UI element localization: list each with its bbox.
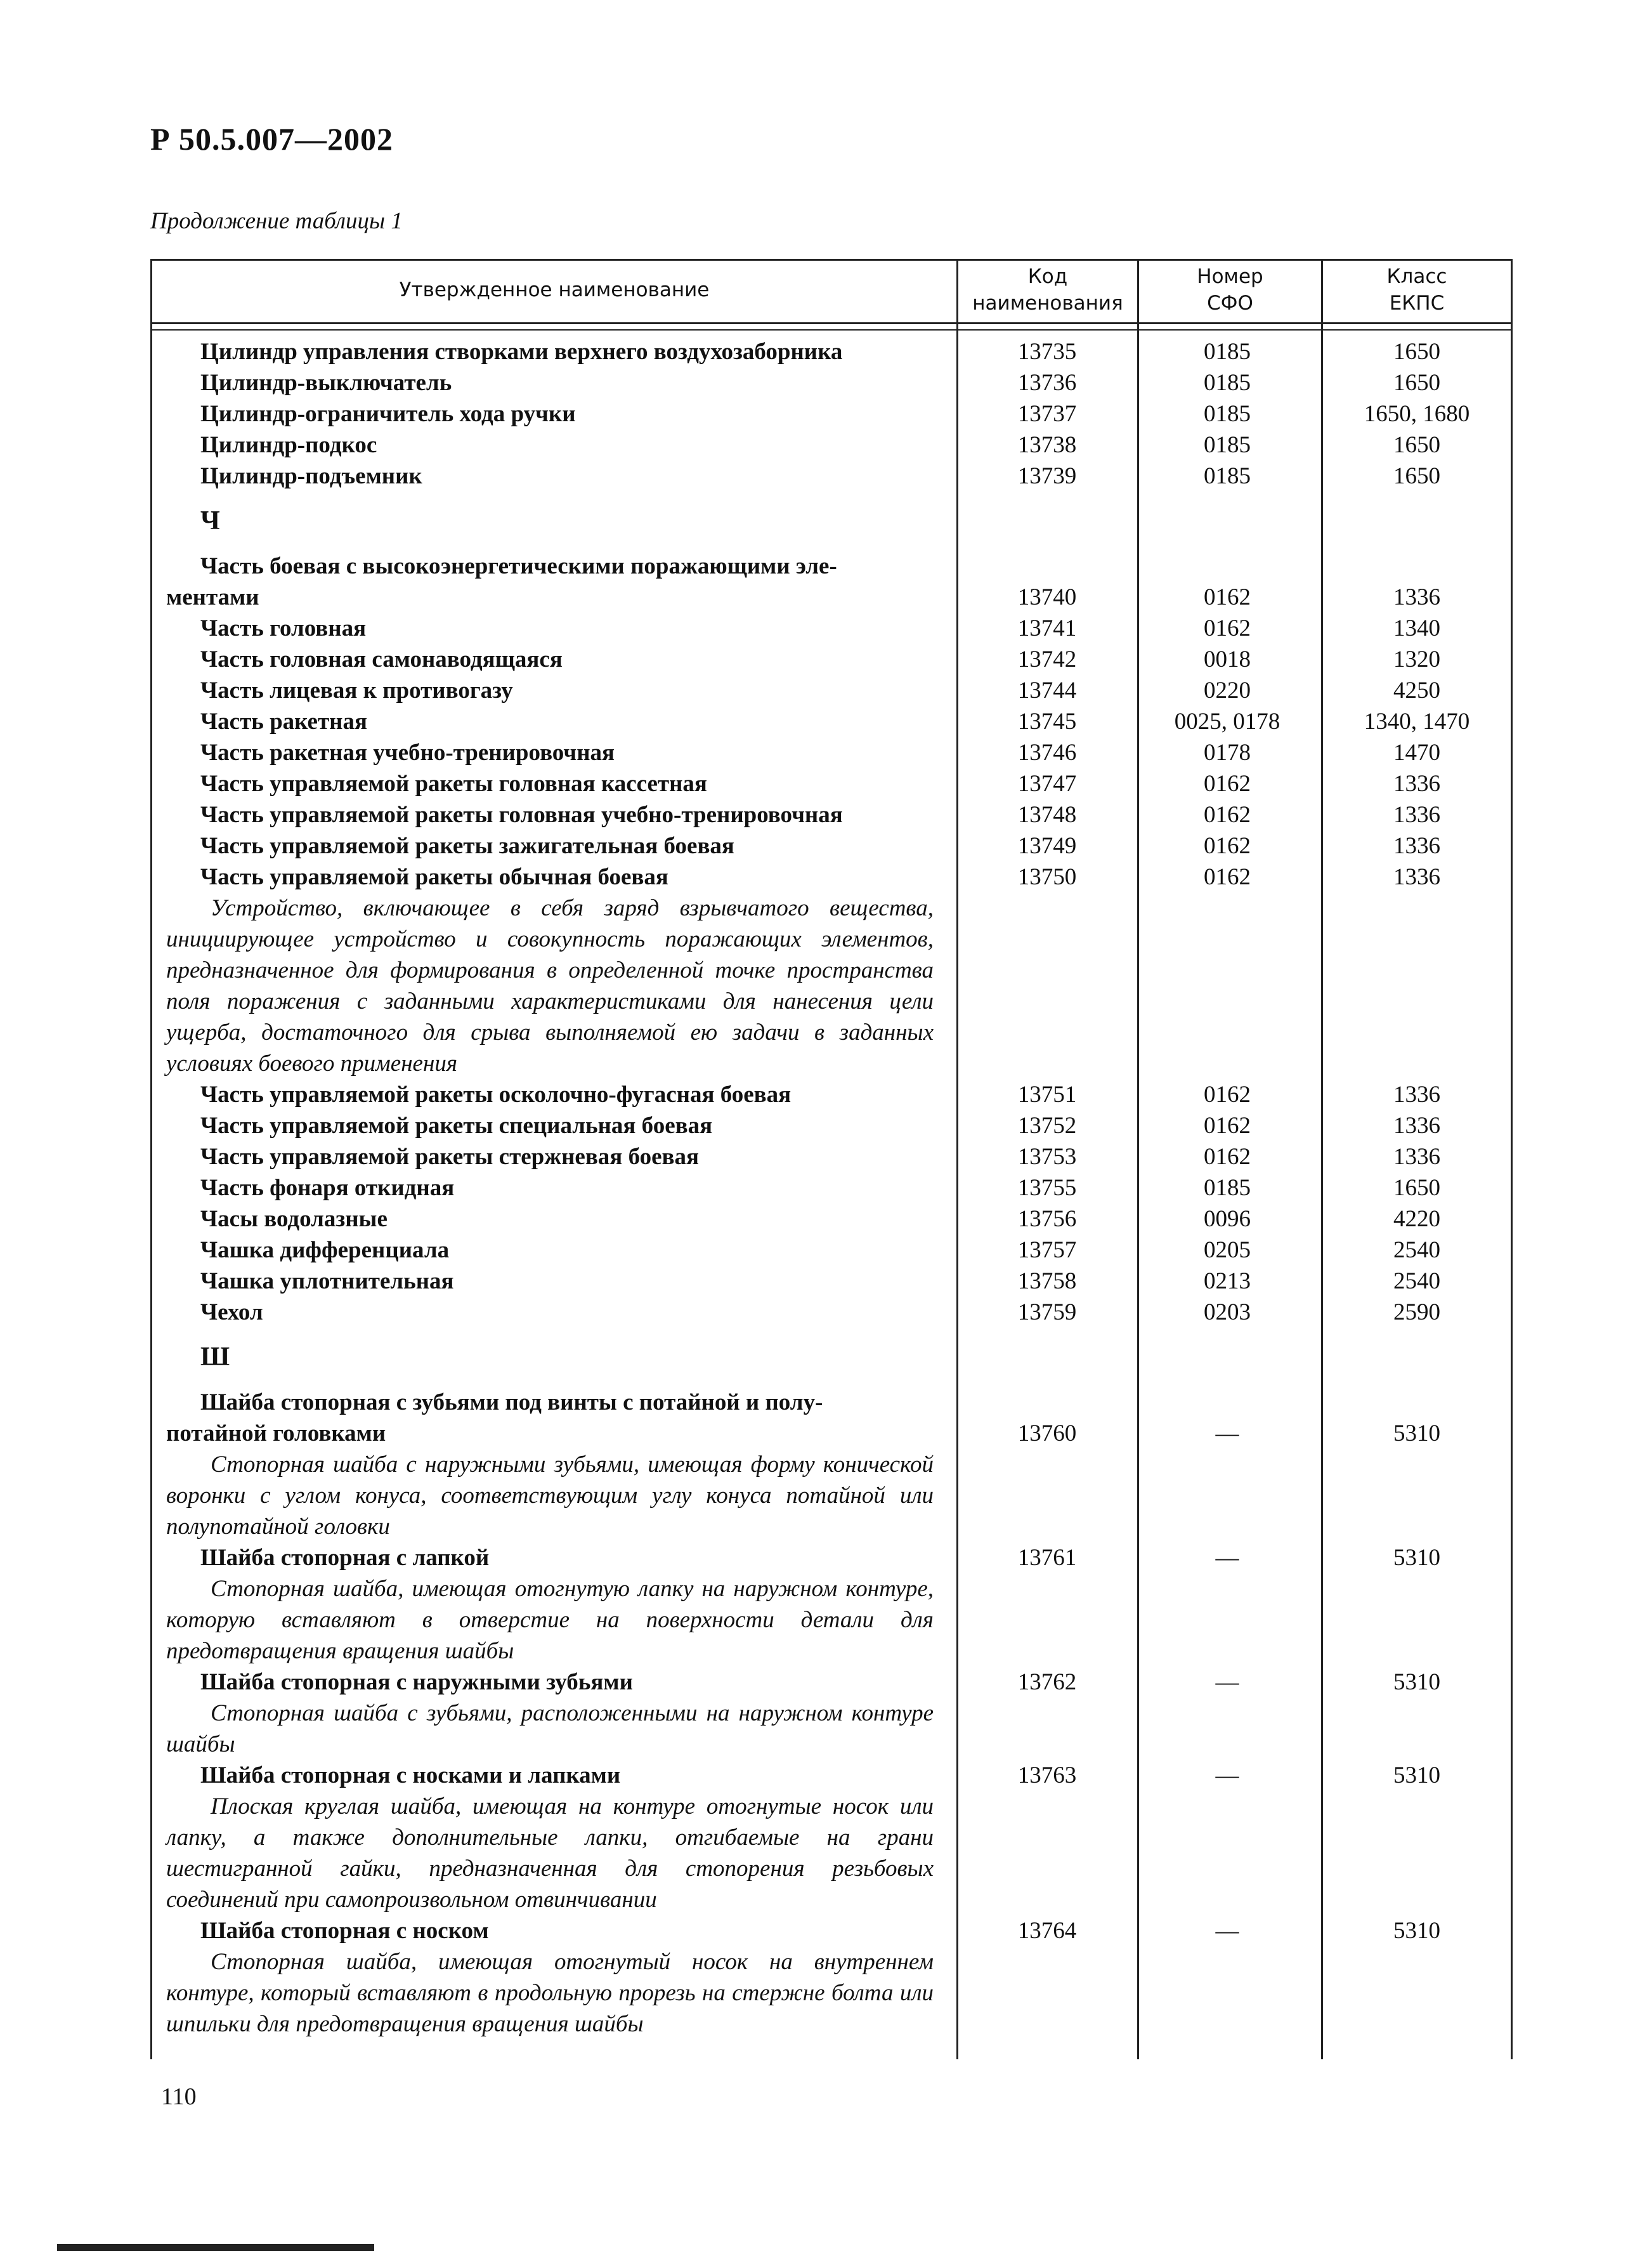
table-row — [0, 1141, 1642, 1172]
definition-row — [0, 1698, 1642, 1760]
letter-section-row — [0, 492, 1642, 551]
ekps-class: 5310 — [1393, 1918, 1440, 1944]
table-row — [0, 675, 1642, 706]
sfo-number: 0185 — [1204, 370, 1251, 396]
ekps-class: 1650 — [1393, 339, 1440, 365]
term-code: 13755 — [1017, 1175, 1077, 1201]
column-header-code — [958, 259, 1137, 322]
term-code: 13737 — [1017, 401, 1077, 427]
term-name: Чашка уплотнительная — [200, 1268, 454, 1294]
sfo-number: 0205 — [1204, 1237, 1251, 1263]
table-row — [0, 461, 1642, 492]
term-name: Часть фонаря откидная — [200, 1175, 455, 1201]
term-name: Цилиндр-ограничитель хода ручки — [200, 401, 576, 427]
sfo-number: 0185 — [1204, 401, 1251, 427]
ekps-class: 1340, 1470 — [1364, 709, 1470, 735]
term-name: Цилиндр управления створками верхнего воздухозаборника — [200, 339, 843, 365]
column-header-ekps-line1: Класс — [1386, 265, 1447, 289]
ekps-class: 2590 — [1393, 1299, 1440, 1325]
table-row — [0, 613, 1642, 644]
ekps-class: 1336 — [1393, 1082, 1440, 1108]
column-header-name — [152, 259, 956, 322]
term-definition: Стопорная шайба с зубьями, расположенными на наружном контуре шайбы — [166, 1700, 934, 1757]
term-name: Часть управляемой ракеты обычная боевая — [200, 864, 668, 890]
table-row — [0, 1172, 1642, 1203]
ekps-class: 5310 — [1393, 1669, 1440, 1695]
term-code: 13757 — [1017, 1237, 1077, 1263]
definition-row — [0, 1791, 1642, 1915]
table-row — [0, 706, 1642, 737]
term-code: 13739 — [1017, 463, 1077, 489]
term-code: 13763 — [1017, 1762, 1077, 1788]
column-header-code-line1: Код — [1027, 265, 1068, 289]
ekps-class: 1336 — [1393, 864, 1440, 890]
term-code: 13756 — [1017, 1206, 1077, 1232]
sfo-number: 0162 — [1204, 771, 1251, 797]
sfo-number: 0162 — [1204, 833, 1251, 859]
term-code: 13740 — [1017, 584, 1077, 610]
column-header-sfo — [1139, 259, 1321, 322]
table-row — [0, 1235, 1642, 1266]
table-row — [0, 429, 1642, 461]
page-number: 110 — [161, 2083, 197, 2110]
ekps-class: 5310 — [1393, 1545, 1440, 1571]
table-row — [0, 737, 1642, 768]
section-letter: Ч — [200, 506, 220, 535]
ekps-class: 1650 — [1393, 370, 1440, 396]
sfo-number: 0185 — [1204, 432, 1251, 458]
term-name-line1: Часть боевая с высокоэнергетическими поражающими эле- — [200, 553, 837, 579]
ekps-class: 5310 — [1393, 1762, 1440, 1788]
term-code: 13745 — [1017, 709, 1077, 735]
ekps-class: 1336 — [1393, 584, 1440, 610]
sfo-number: 0162 — [1204, 1113, 1251, 1139]
table-row — [0, 551, 1642, 613]
sfo-number: 0178 — [1204, 740, 1251, 766]
table-row — [0, 862, 1642, 893]
table-row — [0, 367, 1642, 398]
column-header-name-label: Утвержденное наименование — [399, 279, 710, 302]
term-name: Часть лицевая к противогазу — [200, 678, 513, 704]
letter-section-row — [0, 1328, 1642, 1387]
term-name: Часть управляемой ракеты стержневая боевая — [200, 1144, 699, 1170]
column-header-ekps — [1323, 259, 1511, 322]
table-row — [0, 1915, 1642, 1946]
term-definition: Устройство, включающее в себя заряд взрывчатого вещества, инициирующее устройство и совокупность поражающих элементов, предназначенное для формирования в определенной точке пространства поля поражения с заданными характеристиками для нанесения цели ущерба, достаточного для срыва выполняемой ею задачи в заданных условиях боевого применения — [166, 895, 934, 1077]
sfo-number: 0162 — [1204, 864, 1251, 890]
table-row — [0, 799, 1642, 830]
term-name: Часть управляемой ракеты зажигательная боевая — [200, 833, 734, 859]
table-row — [0, 336, 1642, 367]
term-name-line2: потайной головками — [166, 1420, 386, 1446]
sfo-number: 0096 — [1204, 1206, 1251, 1232]
sfo-number: 0185 — [1204, 1175, 1251, 1201]
term-code: 13760 — [1017, 1420, 1077, 1446]
ekps-class: 2540 — [1393, 1268, 1440, 1294]
term-name: Часть ракетная учебно-тренировочная — [200, 740, 615, 766]
ekps-class: 1320 — [1393, 646, 1440, 672]
header-rule-2 — [150, 329, 1513, 331]
term-code: 13761 — [1017, 1545, 1077, 1571]
table-row — [0, 644, 1642, 675]
ekps-class: 1336 — [1393, 1113, 1440, 1139]
sfo-number: — — [1215, 1762, 1239, 1788]
term-name: Часть головная — [200, 615, 367, 641]
definition-row — [0, 1946, 1642, 2040]
ekps-class: 1650 — [1393, 463, 1440, 489]
term-name: Цилиндр-подкос — [200, 432, 377, 458]
sfo-number: 0162 — [1204, 615, 1251, 641]
table-row — [0, 1297, 1642, 1328]
table-row — [0, 398, 1642, 429]
bottom-rule — [57, 2244, 374, 2251]
term-code: 13747 — [1017, 771, 1077, 797]
ekps-class: 1336 — [1393, 833, 1440, 859]
term-code: 13744 — [1017, 678, 1077, 704]
column-header-ekps-line2: ЕКПС — [1389, 292, 1445, 315]
term-name: Часть ракетная — [200, 709, 367, 735]
term-code: 13746 — [1017, 740, 1077, 766]
ekps-class: 1470 — [1393, 740, 1440, 766]
sfo-number: 0185 — [1204, 339, 1251, 365]
sfo-number: 0213 — [1204, 1268, 1251, 1294]
sfo-number: 0185 — [1204, 463, 1251, 489]
term-code: 13748 — [1017, 802, 1077, 828]
term-code: 13750 — [1017, 864, 1077, 890]
term-name: Часть управляемой ракеты головная кассетная — [200, 771, 707, 797]
table-row — [0, 1266, 1642, 1297]
term-name: Шайба стопорная с носком — [200, 1918, 489, 1944]
sfo-number: — — [1215, 1669, 1239, 1695]
sfo-number: 0203 — [1204, 1299, 1251, 1325]
sfo-number: 0018 — [1204, 646, 1251, 672]
sfo-number: — — [1215, 1918, 1239, 1944]
column-header-sfo-line2: СФО — [1207, 292, 1253, 315]
term-code: 13741 — [1017, 615, 1077, 641]
term-name: Цилиндр-подъемник — [200, 463, 422, 489]
term-definition: Стопорная шайба, имеющая отогнутый носок на внутреннем контуре, который вставляют в продольную прорезь на стержне болта или шпильки для предотвращения вращения шайбы — [166, 1949, 934, 2037]
sfo-number: 0025, 0178 — [1174, 709, 1280, 735]
table-row — [0, 1387, 1642, 1449]
sfo-number: 0220 — [1204, 678, 1251, 704]
ekps-class: 4250 — [1393, 678, 1440, 704]
table-row — [0, 1110, 1642, 1141]
ekps-class: 1650 — [1393, 1175, 1440, 1201]
sfo-number: 0162 — [1204, 584, 1251, 610]
term-definition: Стопорная шайба с наружными зубьями, имеющая форму конической воронки с углом конуса, соответствующим углу конуса потайной или полупотайной головки — [166, 1452, 934, 1540]
table-row — [0, 1542, 1642, 1573]
term-code: 13759 — [1017, 1299, 1077, 1325]
definition-row — [0, 1573, 1642, 1667]
term-definition: Стопорная шайба, имеющая отогнутую лапку на наружном контуре, которую вставляют в отверстие на поверхности детали для предотвращения вращения шайбы — [166, 1576, 934, 1664]
term-code: 13749 — [1017, 833, 1077, 859]
column-header-sfo-line1: Номер — [1197, 265, 1263, 289]
ekps-class: 4220 — [1393, 1206, 1440, 1232]
term-name: Часы водолазные — [200, 1206, 388, 1232]
term-name-line1: Шайба стопорная с зубьями под винты с потайной и полу- — [200, 1389, 823, 1415]
term-code: 13735 — [1017, 339, 1077, 365]
table-row — [0, 1667, 1642, 1698]
term-name: Часть управляемой ракеты головная учебно-тренировочная — [200, 802, 843, 828]
term-name: Шайба стопорная с наружными зубьями — [200, 1669, 633, 1695]
column-header-code-line2: наименования — [972, 292, 1123, 315]
sfo-number: — — [1215, 1545, 1239, 1571]
table-row — [0, 768, 1642, 799]
definition-row — [0, 893, 1642, 1079]
ekps-class: 1336 — [1393, 1144, 1440, 1170]
ekps-class: 1650 — [1393, 432, 1440, 458]
document-number: Р 50.5.007—2002 — [150, 121, 394, 157]
ekps-class: 1340 — [1393, 615, 1440, 641]
ekps-class: 1336 — [1393, 802, 1440, 828]
term-code: 13736 — [1017, 370, 1077, 396]
term-code: 13758 — [1017, 1268, 1077, 1294]
definition-row — [0, 1449, 1642, 1542]
section-letter: Ш — [200, 1342, 230, 1372]
sfo-number: 0162 — [1204, 1144, 1251, 1170]
ekps-class: 2540 — [1393, 1237, 1440, 1263]
sfo-number: — — [1215, 1420, 1239, 1446]
table-row — [0, 1760, 1642, 1791]
term-name: Шайба стопорная с лапкой — [200, 1545, 490, 1571]
term-name: Часть управляемой ракеты специальная боевая — [200, 1113, 713, 1139]
term-code: 13762 — [1017, 1669, 1077, 1695]
term-code: 13742 — [1017, 646, 1077, 672]
term-name: Чашка дифференциала — [200, 1237, 450, 1263]
term-definition: Плоская круглая шайба, имеющая на контуре отогнутые носок или лапку, а также дополнительные лапки, отгибаемые на грани шестигранной гайки, предназначенная для стопорения резьбовых соединений при самопроизвольном отвинчивании — [166, 1793, 934, 1913]
sfo-number: 0162 — [1204, 1082, 1251, 1108]
ekps-class: 1650, 1680 — [1364, 401, 1470, 427]
table-row — [0, 830, 1642, 862]
term-name: Часть управляемой ракеты осколочно-фугасная боевая — [200, 1082, 792, 1108]
sfo-number: 0162 — [1204, 802, 1251, 828]
table-body — [0, 336, 1642, 2040]
term-name — [166, 551, 968, 613]
term-name: Чехол — [200, 1299, 263, 1325]
term-name: Шайба стопорная с носками и лапками — [200, 1762, 621, 1788]
term-code: 13753 — [1017, 1144, 1077, 1170]
table-row — [0, 1079, 1642, 1110]
term-code: 13752 — [1017, 1113, 1077, 1139]
table-caption: Продолжение таблицы 1 — [150, 208, 403, 234]
term-code: 13751 — [1017, 1082, 1077, 1108]
term-name: Цилиндр-выключатель — [200, 370, 452, 396]
term-name: Часть головная самонаводящаяся — [200, 646, 563, 672]
ekps-class: 5310 — [1393, 1420, 1440, 1446]
term-name-line2: ментами — [166, 584, 259, 610]
header-rule-1 — [150, 322, 1513, 324]
term-name — [166, 1387, 968, 1449]
term-code: 13764 — [1017, 1918, 1077, 1944]
table-row — [0, 1203, 1642, 1235]
ekps-class: 1336 — [1393, 771, 1440, 797]
term-code: 13738 — [1017, 432, 1077, 458]
